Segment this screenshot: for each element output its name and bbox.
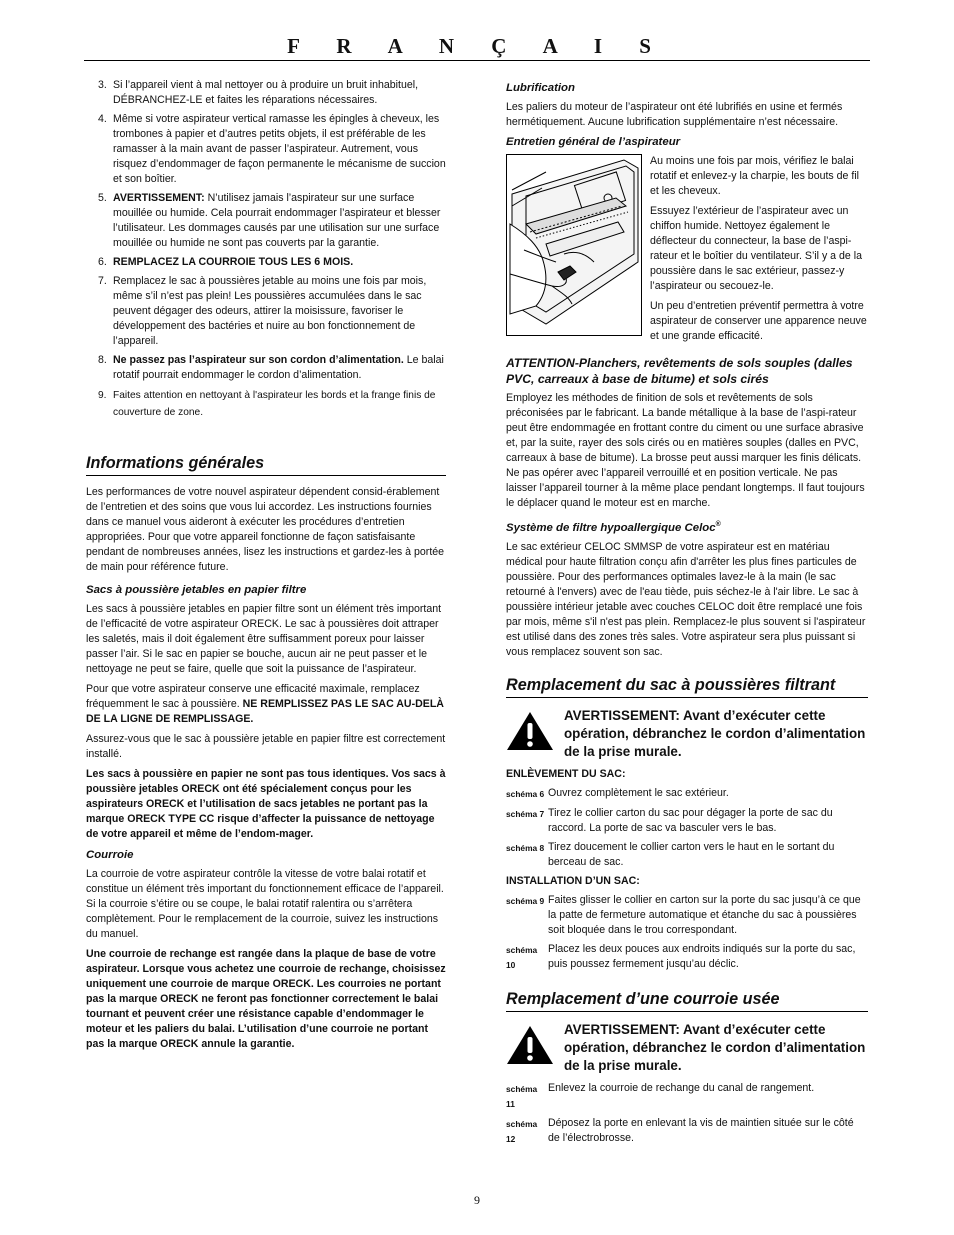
figure-reference: schéma 6 bbox=[506, 788, 545, 799]
dust-bags-bold-paragraph: Les sacs à poussière en papier ne sont pas tous identiques. Vos sacs à poussière jetables ORECK ont été spécialement conçus pour les aspirateurs ORECK et l’utilisation de sacs jetables ne portant pas la marque ORECK TYPE CC risque d’affecter la puissance de nettoyage de votre appareil et même de l’endom-mager. bbox=[86, 768, 446, 840]
list-item bbox=[86, 274, 446, 349]
figure-reference: schéma 12 bbox=[506, 1118, 538, 1144]
page-header-title: F R A N Ç A I S bbox=[287, 34, 667, 58]
list-item-number: 7. bbox=[98, 275, 107, 287]
warning-triangle-icon bbox=[506, 711, 554, 751]
warning-text: AVERTISSEMENT: Avant d’exécuter cette opération, débranchez le cordon d’alimentation de la prise murale. bbox=[564, 707, 866, 759]
list-item-text: Remplacez le sac à poussières jetable au moins une fois par mois, même s’il n’est pas plein! Les poussières accumulées dans le sac peuvent dégager des odeurs, attirer la moisissure, favoriser le développement des bactéries et nuire au bon fonctionnement de l’appareil. bbox=[113, 275, 427, 347]
list-item-number: 6. bbox=[98, 256, 107, 268]
list-item-text: Le balai rotatif pourrait endommager le cordon d’alimentation. bbox=[113, 354, 444, 381]
header-rule bbox=[84, 60, 870, 61]
filter-system-heading-text: Système de filtre hypoallergique Celoc bbox=[506, 521, 716, 534]
page-number: 9 bbox=[474, 1193, 480, 1207]
dust-bags-warning: NE REMPLISSEZ PAS LE SAC AU-DELÀ DE LA LIGNE DE REMPLISSAGE. bbox=[86, 698, 444, 725]
list-item bbox=[86, 387, 446, 421]
instruction-step bbox=[506, 1116, 868, 1147]
instruction-step bbox=[506, 786, 868, 802]
bag-replacement-heading: Remplacement du sac à poussières filtrant bbox=[506, 675, 868, 698]
right-column bbox=[506, 78, 868, 1151]
list-item-number: 8. bbox=[98, 354, 107, 366]
list-item-bold: AVERTISSEMENT: bbox=[113, 192, 205, 204]
step-text: Faites glisser le collier en carton sur la porte du sac jusqu’à ce que la patte de fermeture automatique et étanche du sac à poussières soit bloquée dans le trou correspondant. bbox=[548, 893, 861, 936]
belt-replacement-heading: Remplacement d’une courroie usée bbox=[506, 989, 868, 1012]
instruction-step bbox=[506, 893, 868, 938]
general-info-paragraph: Les performances de votre nouvel aspirateur dépendent consid-érablement de l’entretien et des soins que vous lui accordez. Les instructions fournies dans ce manuel vous aideront à exécuter les procédures d’entretien appropriées. Pour que votre appareil fonctionne de façon satisfaisante pendant de nombreuses années, lisez les instructions et gardez-les à portée de main pour référence future. bbox=[86, 486, 445, 573]
maintenance-paragraph-1: Au moins une fois par mois, vérifiez le balai rotatif et enlevez-y la charpie, les bouts de fil et les cheveux. bbox=[650, 155, 860, 197]
maintenance-paragraph-2: Essuyez l’extérieur de l’aspirateur avec un chiffon humide. Nettoyez également le déflecteur du connecteur, la base de l’aspi-rateur et le boîtier du ventilateur. S’il y a de la poussière dans le sac extérieur, passez-y l’aspirateur ou secouez-le. bbox=[650, 205, 862, 292]
dust-bags-heading: Sacs à poussière jetables en papier filtre bbox=[86, 584, 307, 596]
maintenance-paragraph-3: Un peu d’entretien préventif permettra à votre aspirateur de conserver une apparence neuve et une grande efficacité. bbox=[650, 300, 867, 342]
warning-block bbox=[506, 1021, 868, 1075]
instruction-step bbox=[506, 942, 868, 973]
list-item-text: Faites attention en nettoyant à l'aspirateur les bords et la frange finis de couverture de zone. bbox=[113, 390, 436, 418]
step-text: Ouvrez complètement le sac extérieur. bbox=[548, 786, 729, 799]
list-item-number: 3. bbox=[98, 79, 107, 91]
figure-reference: schéma 10 bbox=[506, 944, 538, 970]
figure-reference: schéma 7 bbox=[506, 808, 545, 819]
filter-system-heading bbox=[506, 517, 868, 536]
warning-text: AVERTISSEMENT: Avant d’exécuter cette opération, débranchez le cordon d’alimentation de la prise murale. bbox=[564, 1021, 866, 1073]
instruction-step bbox=[506, 806, 868, 836]
floors-paragraph: Employez les méthodes de finition de sols et revêtements de sols préconisées par le fabricant. La bande métallique à la base de l’aspi-rateur peut être endommagée en frottant contre du ciment ou une surface abrasive et, par la suite, rayer des sols cirés ou en matières souples (dalles en PVC, carreaux à base de bitume). La brosse peut aussi marquer les finis délicats. Ne pas opérer avec l’appareil verrouillé et en position verticale. Ne pas laisser l’appareil tourner à la même place pendant longtemps. Il faut toujours le déplacer quand le moteur est en marche. bbox=[506, 392, 865, 509]
belt-bold-paragraph: Une courroie de rechange est rangée dans la plaque de base de votre aspirateur. Lorsque vous achetez une courroie de rechange, choisissez uniquement une courroie de marque ORECK. Les courroies ne portant pas la marque ORECK ne feront pas fonctionner correctement le balai tournant et peuvent créer une résistance capable d’endommager le moteur et les paliers du balai. L’utilisation d’une courroie ne portant pas la marque ORECK annule la garantie. bbox=[86, 948, 446, 1050]
list-item-text: Même si votre aspirateur vertical ramasse les épingles à cheveux, les trombones à papier et d’autres petits objets, il est préférable de les ramasser à la main avant de passer l’aspirateur. Autrement, vous risquez d’endommager de façon permanente le mécanisme de succion et son boîtier. bbox=[113, 113, 446, 185]
dust-bags-paragraph-3: Assurez-vous que le sac à poussière jetable en papier filtre est correctement installé. bbox=[86, 733, 446, 760]
list-item-bold: Ne passez pas l’aspirateur sur son cordon d’alimentation. bbox=[113, 354, 404, 366]
list-item-number: 9. bbox=[98, 390, 107, 401]
filter-system-paragraph: Le sac extérieur CELOC SMMSP de votre aspirateur est en matériau médical pour haute filtration conçu afin d'arrêter les plus fines particules de poussière. Pour des performances optimales lavez-le à la main (le sac retourné à l'envers) avec de l'eau tiède, puis séchez-le à l'air libre. Le sac à poussière intérieur jetable avec couches CELOC doit être remplacé une fois par mois, même s'il n'est pas plein. Remplacez-le plus souvent si l'aspirateur est utilisé dans des zones très sales. Votre aspirateur sera plus puissant si vous remplacez souvent son sac. bbox=[506, 540, 866, 658]
dust-bags-text: Pour que votre aspirateur conserve une efficacité maximale, remplacez fréquemment le sac à poussière. bbox=[86, 683, 420, 710]
belt-paragraph: La courroie de votre aspirateur contrôle la vitesse de votre balai rotatif et constitue un élément très important du fonctionnement efficace de l’appareil. Si la courroie s’étire ou se coupe, le balai rotatif ralentira ou s’arrêtera complètement. Pour le remplacement de la courroie, suivez les instructions du manuel. bbox=[86, 868, 444, 940]
list-item bbox=[86, 112, 446, 187]
left-column bbox=[86, 78, 446, 1057]
maintenance-block bbox=[506, 154, 868, 349]
floors-caution-heading: ATTENTION-Planchers, revêtements de sols souples (dalles PVC, carreaux à base de bitume) et sols cirés bbox=[506, 356, 853, 386]
list-item-text: Si l’appareil vient à mal nettoyer ou à produire un bruit inhabituel, DÉBRANCHEZ-LE et faites les réparations nécessaires. bbox=[113, 79, 419, 106]
figure-reference: schéma 8 bbox=[506, 842, 545, 853]
bag-install-label: INSTALLATION D’UN SAC: bbox=[506, 874, 640, 887]
list-item bbox=[86, 255, 446, 270]
maintenance-heading: Entretien général de l’aspirateur bbox=[506, 136, 681, 148]
list-item-number: 5. bbox=[98, 192, 107, 204]
dust-bags-paragraph-2 bbox=[86, 682, 446, 727]
registered-mark: ® bbox=[715, 521, 721, 528]
step-text: Placez les deux pouces aux endroits indiqués sur la porte du sac, puis poussez fermement jusqu’au déclic. bbox=[548, 942, 856, 970]
list-item-bold: REMPLACEZ LA COURROIE TOUS LES 6 MOIS. bbox=[113, 256, 354, 268]
step-text: Enlevez la courroie de rechange du canal de rangement. bbox=[548, 1081, 815, 1094]
list-item bbox=[86, 191, 446, 251]
instruction-step bbox=[506, 840, 868, 870]
bag-removal-label: ENLÈVEMENT DU SAC: bbox=[506, 767, 626, 780]
list-item bbox=[86, 78, 446, 108]
figure-reference: schéma 9 bbox=[506, 895, 545, 906]
step-text: Tirez le collier carton du sac pour dégager la porte de sac du raccord. La porte de sac va basculer vers le bas. bbox=[548, 806, 833, 834]
safety-list bbox=[86, 78, 446, 421]
lubrication-heading: Lubrification bbox=[506, 82, 575, 94]
lubrication-paragraph: Les paliers du moteur de l’aspirateur ont été lubrifiés en usine et fermés hermétiquement. Aucune lubrification supplémentaire n’est nécessaire. bbox=[506, 101, 843, 128]
figure-reference: schéma 11 bbox=[506, 1083, 538, 1109]
list-item-number: 4. bbox=[98, 113, 107, 125]
belt-heading: Courroie bbox=[86, 849, 134, 861]
instruction-step bbox=[506, 1081, 868, 1112]
general-info-heading: Informations générales bbox=[86, 453, 446, 476]
list-item bbox=[86, 353, 446, 383]
step-text: Déposez la porte en enlevant la vis de maintien située sur le côté de l’électrobrosse. bbox=[548, 1116, 854, 1144]
list-item-text: N’utilisez jamais l’aspirateur sur une surface mouillée ou humide. Cela pourrait endommager l’aspirateur et blesser l’utilisateur. Les dommages causés par une utilisation sur une surface mouillée ou humide ne sont pas couverts par la garantie. bbox=[113, 192, 441, 249]
dust-bags-paragraph: Les sacs à poussière jetables en papier filtre sont un élément très important de l’efficacité de votre aspirateur ORECK. Le sac à poussières doit attraper les saletés, mais il doit également être suffisamment poreux pour laisser passer l’air. Si le sac en papier se bouche, aucun air ne peut passer et le nettoyage ne peut se faire, quelle que soit la puissance de l’aspirateur. bbox=[86, 603, 442, 675]
step-text: Tirez doucement le collier carton vers le haut en le sortant du berceau de sac. bbox=[548, 840, 835, 868]
warning-block bbox=[506, 707, 868, 761]
vacuum-cleaning-illustration bbox=[506, 154, 642, 336]
warning-triangle-icon bbox=[506, 1025, 554, 1065]
